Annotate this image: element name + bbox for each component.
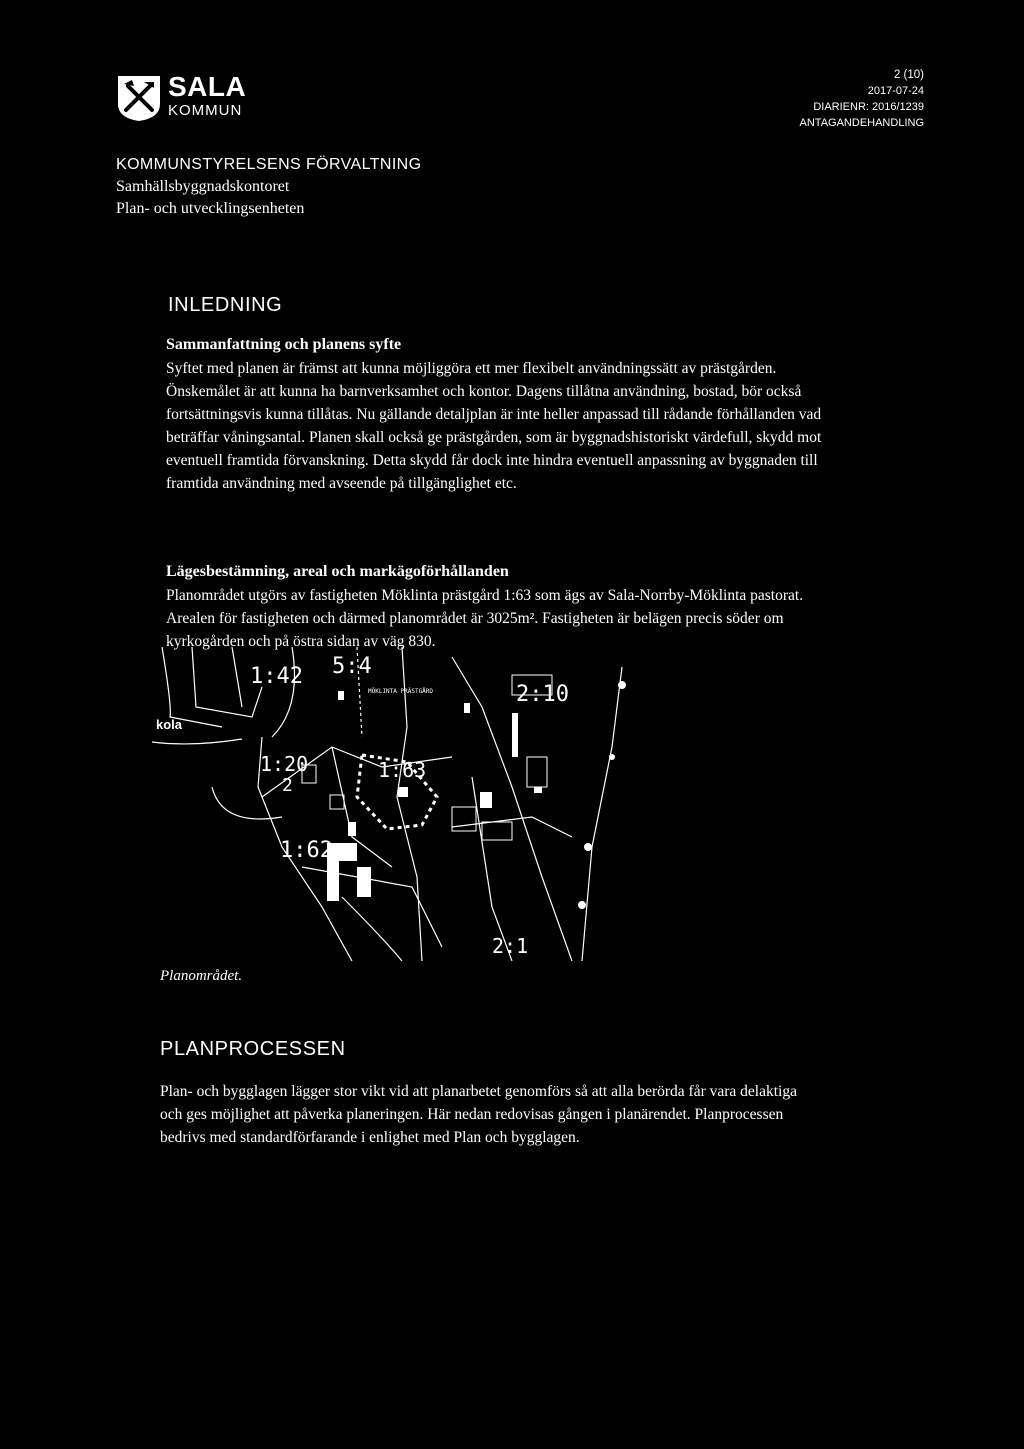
- paragraph-location-text: Planområdet utgörs av fastigheten Möklinta prästgård 1:63 som ägs av Sala-Norrby-Möklinta pastorat. Arealen för fastigheten och därmed planområdet är 3025m². Fastigheten är belägen precis söder om kyrkogården och på östra sidan av väg 830.: [166, 587, 804, 650]
- subheading-location: Lägesbestämning, areal och markägoförhållanden: [166, 563, 509, 580]
- paragraph-summary: [166, 357, 822, 495]
- page-number: 2 (10): [893, 69, 924, 81]
- map-caption: Planområdet.: [160, 968, 243, 984]
- map-label-kola: kola: [156, 717, 183, 732]
- paragraph-process-text: Plan- och bygglagen lägger stor vikt vid att planarbetet genomförs så att alla berörda får vara delaktiga och ges möjlighet att påverka planeringen. Här nedan redovisas gången i planärendet. Planprocessen bedrivs med standardförfarande i enlighet med Plan och bygglagen.: [160, 1083, 797, 1146]
- org-line-2: Samhällsbyggnadskontoret: [116, 178, 290, 195]
- map-label-5-4: 5:4: [332, 654, 372, 679]
- paragraph-summary-text: Syftet med planen är främst att kunna möjliggöra ett mer flexibelt användningssätt av prästgården. Önskemålet är att kunna ha barnverksamhet och kontor. Dagens tillåtna användning, bostad, bör också fortsättningsvis kunna tillåtas. Nu gällande detaljplan är inte heller anpassad till rådande förhållanden vad beträffar våningsantal. Planen skall också ge prästgården, som är byggnadshistoriskt värdefull, skydd mot eventuell framtida förvanskning. Detta skydd får dock inte hindra eventuell anpassning av byggnaden till framtida användning med avseende på tillgänglighet etc.: [166, 360, 822, 492]
- section-heading-planprocessen: PLANPROCESSEN: [160, 1038, 346, 1060]
- logo-subtitle: KOMMUN: [168, 102, 243, 119]
- map-label-mklinta: MÖKLINTA PRÄSTGÅRD: [368, 688, 434, 695]
- map-label-2: 2: [282, 775, 293, 796]
- organisation-block: [116, 154, 421, 220]
- subheading-summary: Sammanfattning och planens syfte: [166, 336, 402, 353]
- org-line-3: Plan- och utvecklingsenheten: [116, 200, 305, 217]
- section-heading-inledning: INLEDNING: [168, 294, 283, 316]
- municipal-crest-icon: [116, 74, 162, 122]
- document-date: 2017-07-24: [867, 85, 924, 97]
- map-label-1-20: 1:20: [260, 752, 309, 776]
- org-line-1: KOMMUNSTYRELSENS FÖRVALTNING: [116, 156, 422, 173]
- paragraph-location: [166, 584, 822, 653]
- diary-number: DIARIENR: 2016/1239: [813, 101, 924, 113]
- paragraph-process: [160, 1080, 820, 1149]
- document-meta: [800, 67, 924, 131]
- map-label-1-42: 1:42: [250, 664, 303, 689]
- map-label-2-1: 2:1: [492, 934, 529, 958]
- document-type: ANTAGANDEHANDLING: [799, 117, 924, 129]
- map-label-1-63: 1:63: [378, 758, 427, 782]
- map-label-2-10: 2:10: [516, 682, 569, 707]
- map-label-1-62: 1:62: [280, 838, 333, 863]
- logo-name: SALA: [168, 71, 247, 102]
- sala-kommun-logo: [116, 71, 276, 124]
- plan-area-map: [152, 647, 632, 961]
